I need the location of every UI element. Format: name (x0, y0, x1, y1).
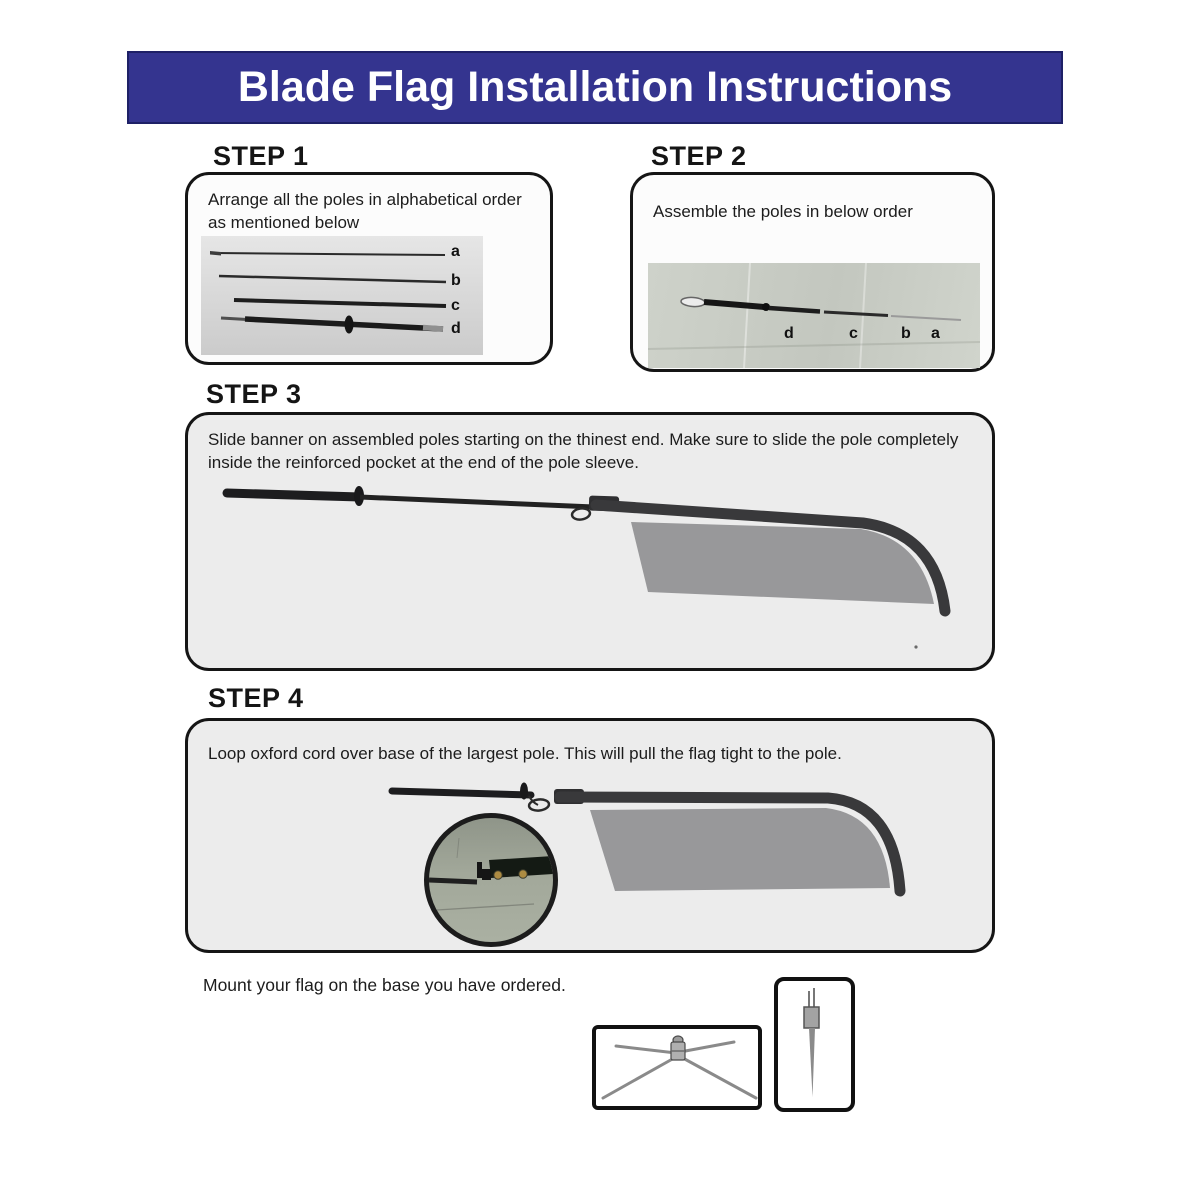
ground-spike-image (774, 977, 855, 1112)
step1-heading: STEP 1 (213, 141, 309, 171)
ground-spike-graphic (778, 981, 851, 1108)
flag-with-oxford-cord-illustration (188, 721, 992, 950)
assembled-pole-graphic (648, 263, 980, 368)
assembled-pole-photo (648, 263, 980, 368)
assembled-label-b: b (901, 325, 911, 342)
four-poles-graphic (201, 236, 483, 355)
cord-loop-closeup-graphic (429, 818, 553, 942)
step2-heading: STEP 2 (651, 141, 747, 171)
step4-box (185, 718, 995, 953)
assembled-label-d: d (784, 325, 794, 342)
cord-loop-closeup-photo (424, 813, 558, 947)
step2-instruction: Assemble the poles in below order (653, 202, 913, 221)
title-banner (127, 51, 1063, 124)
step3-heading: STEP 3 (206, 379, 302, 409)
step1-instruction: Arrange all the poles in alphabetical order as mentioned below (208, 190, 522, 232)
cross-base-graphic (596, 1029, 758, 1106)
pole-label-c: c (451, 297, 460, 314)
four-poles-photo (201, 236, 483, 355)
pole-label-d: d (451, 320, 461, 337)
pole-label-b: b (451, 272, 461, 289)
pole-label-a: a (451, 243, 460, 260)
step4-instruction: Loop oxford cord over base of the largest pole. This will pull the flag tight to the pole. (208, 744, 842, 763)
step2-box (630, 172, 995, 372)
assembled-label-a: a (931, 325, 940, 342)
assembled-label-c: c (849, 325, 858, 342)
step1-box (185, 172, 553, 365)
step3-instruction: Slide banner on assembled poles starting on the thinest end. Make sure to slide the pole completely inside the reinforced pocket at the end of the pole sleeve. (208, 430, 959, 472)
mounting-note: Mount your flag on the base you have ordered. (203, 975, 566, 995)
flag-on-pole-illustration (188, 415, 992, 668)
step4-heading: STEP 4 (208, 683, 304, 713)
step3-box (185, 412, 995, 671)
cross-base-image (592, 1025, 762, 1110)
page-title: Blade Flag Installation Instructions (237, 63, 953, 111)
